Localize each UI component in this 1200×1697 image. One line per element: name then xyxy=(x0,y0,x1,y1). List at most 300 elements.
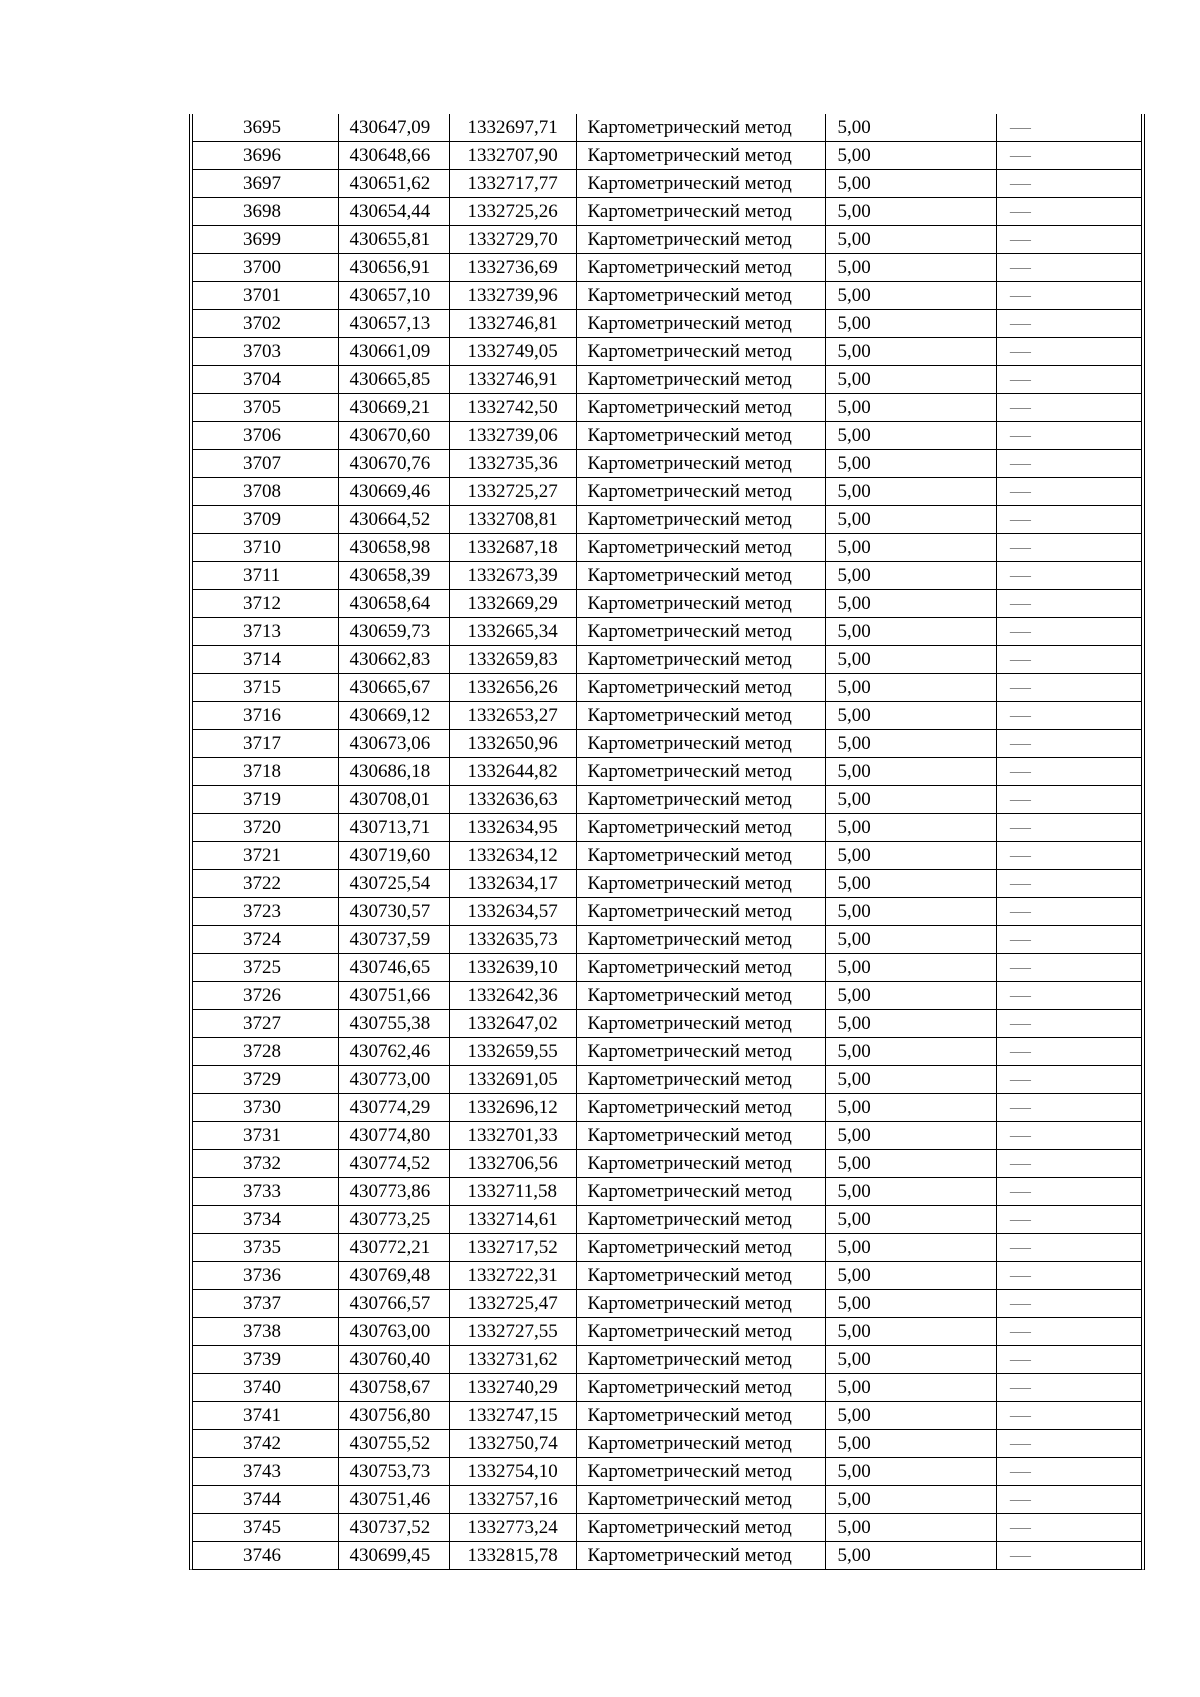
description-cell xyxy=(996,1066,1141,1094)
x-coordinate-cell-text: 430708,01 xyxy=(349,789,431,810)
y-coordinate-cell xyxy=(449,1038,576,1066)
y-coordinate-cell xyxy=(449,1094,576,1122)
x-coordinate-cell-text: 430651,62 xyxy=(349,173,431,194)
x-coordinate-cell xyxy=(338,870,449,898)
x-coordinate-cell xyxy=(338,1206,449,1234)
x-coordinate-cell-text: 430774,80 xyxy=(349,1125,431,1146)
point-number-cell xyxy=(193,450,338,478)
accuracy-cell xyxy=(825,282,996,310)
x-coordinate-cell-text: 430686,18 xyxy=(349,761,431,782)
point-number-cell-text: 3699 xyxy=(243,229,281,250)
point-number-cell xyxy=(193,226,338,254)
accuracy-cell xyxy=(825,1150,996,1178)
method-cell xyxy=(576,702,825,730)
x-coordinate-cell-text: 430665,67 xyxy=(349,677,431,698)
method-cell xyxy=(576,1206,825,1234)
table-row xyxy=(193,1150,1141,1178)
point-number-cell-text: 3737 xyxy=(243,1293,281,1314)
point-number-cell xyxy=(193,1514,338,1542)
method-cell xyxy=(576,142,825,170)
x-coordinate-cell xyxy=(338,198,449,226)
x-coordinate-cell xyxy=(338,394,449,422)
accuracy-cell-text: 5,00 xyxy=(837,1069,871,1090)
table-row xyxy=(193,1430,1141,1458)
method-cell xyxy=(576,506,825,534)
x-coordinate-cell-text: 430669,12 xyxy=(349,705,431,726)
accuracy-cell-text: 5,00 xyxy=(837,1545,871,1566)
description-cell xyxy=(996,870,1141,898)
point-number-cell xyxy=(193,562,338,590)
y-coordinate-cell-text: 1332691,05 xyxy=(467,1069,558,1090)
description-cell xyxy=(996,954,1141,982)
y-coordinate-cell-text: 1332729,70 xyxy=(467,229,558,250)
y-coordinate-cell xyxy=(449,1290,576,1318)
y-coordinate-cell-text: 1332697,71 xyxy=(467,117,558,138)
point-number-cell-text: 3741 xyxy=(243,1405,281,1426)
method-cell-text: Картометрический метод xyxy=(587,1013,792,1034)
point-number-cell-text: 3734 xyxy=(243,1209,281,1230)
x-coordinate-cell xyxy=(338,1458,449,1486)
point-number-cell xyxy=(193,1178,338,1206)
y-coordinate-cell-text: 1332650,96 xyxy=(467,733,558,754)
x-coordinate-cell-text: 430751,46 xyxy=(349,1489,431,1510)
method-cell-text: Картометрический метод xyxy=(587,1265,792,1286)
description-cell xyxy=(996,422,1141,450)
method-cell-text: Картометрический метод xyxy=(587,621,792,642)
point-number-cell xyxy=(193,842,338,870)
point-number-cell-text: 3698 xyxy=(243,201,281,222)
description-cell-text: — xyxy=(1009,929,1031,950)
point-number-cell-text: 3702 xyxy=(243,313,281,334)
method-cell xyxy=(576,898,825,926)
description-cell xyxy=(996,1150,1141,1178)
description-cell xyxy=(996,170,1141,198)
accuracy-cell-text: 5,00 xyxy=(837,845,871,866)
point-number-cell-text: 3710 xyxy=(243,537,281,558)
table-row xyxy=(193,1346,1141,1374)
point-number-cell xyxy=(193,1262,338,1290)
y-coordinate-cell xyxy=(449,478,576,506)
method-cell-text: Картометрический метод xyxy=(587,1349,792,1370)
description-cell xyxy=(996,226,1141,254)
description-cell-text: — xyxy=(1009,621,1031,642)
description-cell-text: — xyxy=(1009,1265,1031,1286)
accuracy-cell-text: 5,00 xyxy=(837,733,871,754)
table-row xyxy=(193,1038,1141,1066)
y-coordinate-cell-text: 1332740,29 xyxy=(467,1377,558,1398)
table-row xyxy=(193,982,1141,1010)
point-number-cell xyxy=(193,1458,338,1486)
x-coordinate-cell-text: 430658,64 xyxy=(349,593,431,614)
x-coordinate-cell-text: 430669,21 xyxy=(349,397,431,418)
accuracy-cell-text: 5,00 xyxy=(837,285,871,306)
accuracy-cell xyxy=(825,1178,996,1206)
description-cell xyxy=(996,982,1141,1010)
method-cell xyxy=(576,954,825,982)
y-coordinate-cell xyxy=(449,1458,576,1486)
coordinates-table-body xyxy=(193,114,1141,1569)
x-coordinate-cell-text: 430737,59 xyxy=(349,929,431,950)
accuracy-cell xyxy=(825,1458,996,1486)
accuracy-cell xyxy=(825,982,996,1010)
y-coordinate-cell xyxy=(449,422,576,450)
method-cell xyxy=(576,1290,825,1318)
accuracy-cell-text: 5,00 xyxy=(837,313,871,334)
x-coordinate-cell xyxy=(338,450,449,478)
accuracy-cell-text: 5,00 xyxy=(837,1097,871,1118)
description-cell-text: — xyxy=(1009,1125,1031,1146)
y-coordinate-cell xyxy=(449,198,576,226)
accuracy-cell xyxy=(825,702,996,730)
method-cell xyxy=(576,590,825,618)
point-number-cell-text: 3712 xyxy=(243,593,281,614)
table-row xyxy=(193,366,1141,394)
method-cell-text: Картометрический метод xyxy=(587,509,792,530)
y-coordinate-cell-text: 1332714,61 xyxy=(467,1209,558,1230)
method-cell-text: Картометрический метод xyxy=(587,229,792,250)
accuracy-cell-text: 5,00 xyxy=(837,425,871,446)
accuracy-cell-text: 5,00 xyxy=(837,201,871,222)
method-cell-text: Картометрический метод xyxy=(587,201,792,222)
accuracy-cell xyxy=(825,786,996,814)
x-coordinate-cell-text: 430774,29 xyxy=(349,1097,431,1118)
accuracy-cell-text: 5,00 xyxy=(837,957,871,978)
y-coordinate-cell xyxy=(449,1150,576,1178)
x-coordinate-cell xyxy=(338,226,449,254)
y-coordinate-cell xyxy=(449,142,576,170)
description-cell-text: — xyxy=(1009,1041,1031,1062)
x-coordinate-cell-text: 430657,10 xyxy=(349,285,431,306)
point-number-cell-text: 3721 xyxy=(243,845,281,866)
description-cell-text: — xyxy=(1009,201,1031,222)
y-coordinate-cell xyxy=(449,1514,576,1542)
accuracy-cell-text: 5,00 xyxy=(837,397,871,418)
x-coordinate-cell-text: 430737,52 xyxy=(349,1517,431,1538)
method-cell-text: Картометрический метод xyxy=(587,481,792,502)
description-cell-text: — xyxy=(1009,341,1031,362)
x-coordinate-cell-text: 430769,48 xyxy=(349,1265,431,1286)
y-coordinate-cell xyxy=(449,674,576,702)
description-cell xyxy=(996,1234,1141,1262)
table-row xyxy=(193,1234,1141,1262)
method-cell xyxy=(576,310,825,338)
method-cell xyxy=(576,534,825,562)
x-coordinate-cell xyxy=(338,1374,449,1402)
accuracy-cell xyxy=(825,730,996,758)
x-coordinate-cell xyxy=(338,1290,449,1318)
x-coordinate-cell xyxy=(338,1318,449,1346)
accuracy-cell xyxy=(825,226,996,254)
y-coordinate-cell-text: 1332725,27 xyxy=(467,481,558,502)
y-coordinate-cell-text: 1332746,81 xyxy=(467,313,558,334)
description-cell-text: — xyxy=(1009,873,1031,894)
x-coordinate-cell-text: 430670,76 xyxy=(349,453,431,474)
y-coordinate-cell xyxy=(449,394,576,422)
accuracy-cell-text: 5,00 xyxy=(837,1349,871,1370)
point-number-cell-text: 3745 xyxy=(243,1517,281,1538)
method-cell-text: Картометрический метод xyxy=(587,985,792,1006)
accuracy-cell xyxy=(825,1486,996,1514)
accuracy-cell xyxy=(825,1122,996,1150)
table-row xyxy=(193,646,1141,674)
description-cell-text: — xyxy=(1009,537,1031,558)
x-coordinate-cell-text: 430670,60 xyxy=(349,425,431,446)
method-cell-text: Картометрический метод xyxy=(587,901,792,922)
description-cell-text: — xyxy=(1009,453,1031,474)
table-row xyxy=(193,618,1141,646)
table-row xyxy=(193,1374,1141,1402)
accuracy-cell-text: 5,00 xyxy=(837,1405,871,1426)
table-row xyxy=(193,114,1141,142)
description-cell xyxy=(996,394,1141,422)
point-number-cell-text: 3726 xyxy=(243,985,281,1006)
x-coordinate-cell-text: 430753,73 xyxy=(349,1461,431,1482)
y-coordinate-cell xyxy=(449,870,576,898)
x-coordinate-cell-text: 430751,66 xyxy=(349,985,431,1006)
y-coordinate-cell xyxy=(449,814,576,842)
table-row xyxy=(193,1486,1141,1514)
y-coordinate-cell-text: 1332742,50 xyxy=(467,397,558,418)
method-cell xyxy=(576,646,825,674)
y-coordinate-cell xyxy=(449,618,576,646)
description-cell-text: — xyxy=(1009,1097,1031,1118)
y-coordinate-cell-text: 1332647,02 xyxy=(467,1013,558,1034)
point-number-cell xyxy=(193,282,338,310)
point-number-cell-text: 3732 xyxy=(243,1153,281,1174)
method-cell xyxy=(576,394,825,422)
method-cell-text: Картометрический метод xyxy=(587,817,792,838)
method-cell-text: Картометрический метод xyxy=(587,1153,792,1174)
y-coordinate-cell-text: 1332701,33 xyxy=(467,1125,558,1146)
description-cell xyxy=(996,534,1141,562)
point-number-cell-text: 3736 xyxy=(243,1265,281,1286)
accuracy-cell xyxy=(825,1206,996,1234)
point-number-cell xyxy=(193,758,338,786)
accuracy-cell xyxy=(825,618,996,646)
method-cell xyxy=(576,170,825,198)
table-row xyxy=(193,562,1141,590)
x-coordinate-cell xyxy=(338,1178,449,1206)
accuracy-cell xyxy=(825,1010,996,1038)
y-coordinate-cell-text: 1332747,15 xyxy=(467,1405,558,1426)
y-coordinate-cell-text: 1332659,83 xyxy=(467,649,558,670)
y-coordinate-cell xyxy=(449,1206,576,1234)
description-cell-text: — xyxy=(1009,1321,1031,1342)
table-row xyxy=(193,198,1141,226)
table-row xyxy=(193,1514,1141,1542)
method-cell xyxy=(576,1066,825,1094)
description-cell-text: — xyxy=(1009,481,1031,502)
method-cell-text: Картометрический метод xyxy=(587,1125,792,1146)
point-number-cell-text: 3728 xyxy=(243,1041,281,1062)
x-coordinate-cell-text: 430725,54 xyxy=(349,873,431,894)
method-cell-text: Картометрический метод xyxy=(587,929,792,950)
x-coordinate-cell xyxy=(338,702,449,730)
point-number-cell-text: 3739 xyxy=(243,1349,281,1370)
point-number-cell xyxy=(193,534,338,562)
x-coordinate-cell xyxy=(338,338,449,366)
y-coordinate-cell xyxy=(449,730,576,758)
description-cell-text: — xyxy=(1009,565,1031,586)
x-coordinate-cell-text: 430699,45 xyxy=(349,1545,431,1566)
description-cell-text: — xyxy=(1009,761,1031,782)
description-cell-text: — xyxy=(1009,677,1031,698)
y-coordinate-cell-text: 1332634,12 xyxy=(467,845,558,866)
table-row xyxy=(193,1122,1141,1150)
description-cell xyxy=(996,1122,1141,1150)
point-number-cell-text: 3722 xyxy=(243,873,281,894)
y-coordinate-cell xyxy=(449,646,576,674)
x-coordinate-cell xyxy=(338,646,449,674)
y-coordinate-cell-text: 1332656,26 xyxy=(467,677,558,698)
x-coordinate-cell xyxy=(338,1430,449,1458)
x-coordinate-cell-text: 430647,09 xyxy=(349,117,431,138)
accuracy-cell xyxy=(825,562,996,590)
description-cell-text: — xyxy=(1009,1293,1031,1314)
point-number-cell-text: 3708 xyxy=(243,481,281,502)
accuracy-cell-text: 5,00 xyxy=(837,145,871,166)
method-cell xyxy=(576,338,825,366)
method-cell-text: Картометрический метод xyxy=(587,1321,792,1342)
table-row xyxy=(193,758,1141,786)
description-cell xyxy=(996,310,1141,338)
point-number-cell xyxy=(193,254,338,282)
description-cell xyxy=(996,1038,1141,1066)
description-cell-text: — xyxy=(1009,1153,1031,1174)
accuracy-cell-text: 5,00 xyxy=(837,1377,871,1398)
method-cell-text: Картометрический метод xyxy=(587,957,792,978)
y-coordinate-cell-text: 1332739,06 xyxy=(467,425,558,446)
description-cell xyxy=(996,702,1141,730)
accuracy-cell xyxy=(825,394,996,422)
point-number-cell xyxy=(193,814,338,842)
method-cell-text: Картометрический метод xyxy=(587,1209,792,1230)
description-cell xyxy=(996,282,1141,310)
point-number-cell xyxy=(193,114,338,142)
description-cell xyxy=(996,1514,1141,1542)
table-row xyxy=(193,450,1141,478)
x-coordinate-cell xyxy=(338,422,449,450)
y-coordinate-cell-text: 1332735,36 xyxy=(467,453,558,474)
point-number-cell-text: 3733 xyxy=(243,1181,281,1202)
x-coordinate-cell-text: 430762,46 xyxy=(349,1041,431,1062)
description-cell xyxy=(996,646,1141,674)
accuracy-cell-text: 5,00 xyxy=(837,1181,871,1202)
description-cell xyxy=(996,450,1141,478)
y-coordinate-cell xyxy=(449,254,576,282)
y-coordinate-cell xyxy=(449,926,576,954)
x-coordinate-cell xyxy=(338,1094,449,1122)
y-coordinate-cell xyxy=(449,786,576,814)
method-cell-text: Картометрический метод xyxy=(587,537,792,558)
accuracy-cell-text: 5,00 xyxy=(837,1321,871,1342)
description-cell-text: — xyxy=(1009,1489,1031,1510)
y-coordinate-cell xyxy=(449,506,576,534)
description-cell xyxy=(996,478,1141,506)
y-coordinate-cell xyxy=(449,534,576,562)
x-coordinate-cell xyxy=(338,590,449,618)
table-row xyxy=(193,534,1141,562)
description-cell-text: — xyxy=(1009,845,1031,866)
point-number-cell xyxy=(193,870,338,898)
accuracy-cell xyxy=(825,1262,996,1290)
point-number-cell xyxy=(193,646,338,674)
method-cell-text: Картометрический метод xyxy=(587,1069,792,1090)
accuracy-cell-text: 5,00 xyxy=(837,705,871,726)
accuracy-cell-text: 5,00 xyxy=(837,453,871,474)
point-number-cell xyxy=(193,1150,338,1178)
x-coordinate-cell xyxy=(338,1066,449,1094)
point-number-cell xyxy=(193,1318,338,1346)
table-row xyxy=(193,954,1141,982)
point-number-cell xyxy=(193,142,338,170)
point-number-cell xyxy=(193,478,338,506)
x-coordinate-cell xyxy=(338,562,449,590)
description-cell-text: — xyxy=(1009,1545,1031,1566)
point-number-cell xyxy=(193,1374,338,1402)
table-row xyxy=(193,702,1141,730)
point-number-cell-text: 3742 xyxy=(243,1433,281,1454)
method-cell xyxy=(576,1122,825,1150)
point-number-cell xyxy=(193,170,338,198)
y-coordinate-cell xyxy=(449,1430,576,1458)
method-cell xyxy=(576,1318,825,1346)
description-cell xyxy=(996,898,1141,926)
x-coordinate-cell xyxy=(338,310,449,338)
point-number-cell xyxy=(193,1010,338,1038)
point-number-cell-text: 3717 xyxy=(243,733,281,754)
y-coordinate-cell-text: 1332749,05 xyxy=(467,341,558,362)
accuracy-cell xyxy=(825,1402,996,1430)
y-coordinate-cell-text: 1332634,95 xyxy=(467,817,558,838)
accuracy-cell-text: 5,00 xyxy=(837,1489,871,1510)
method-cell xyxy=(576,1010,825,1038)
x-coordinate-cell xyxy=(338,982,449,1010)
method-cell xyxy=(576,450,825,478)
x-coordinate-cell-text: 430713,71 xyxy=(349,817,431,838)
y-coordinate-cell-text: 1332634,17 xyxy=(467,873,558,894)
y-coordinate-cell xyxy=(449,1318,576,1346)
accuracy-cell-text: 5,00 xyxy=(837,649,871,670)
accuracy-cell xyxy=(825,1234,996,1262)
x-coordinate-cell-text: 430648,66 xyxy=(349,145,431,166)
accuracy-cell-text: 5,00 xyxy=(837,593,871,614)
description-cell-text: — xyxy=(1009,145,1031,166)
method-cell xyxy=(576,366,825,394)
y-coordinate-cell xyxy=(449,282,576,310)
method-cell xyxy=(576,1430,825,1458)
point-number-cell-text: 3711 xyxy=(243,565,281,586)
point-number-cell-text: 3723 xyxy=(243,901,281,922)
x-coordinate-cell xyxy=(338,814,449,842)
accuracy-cell xyxy=(825,1430,996,1458)
y-coordinate-cell xyxy=(449,562,576,590)
point-number-cell xyxy=(193,590,338,618)
accuracy-cell-text: 5,00 xyxy=(837,677,871,698)
point-number-cell-text: 3743 xyxy=(243,1461,281,1482)
accuracy-cell-text: 5,00 xyxy=(837,173,871,194)
table-row xyxy=(193,282,1141,310)
x-coordinate-cell xyxy=(338,898,449,926)
method-cell xyxy=(576,870,825,898)
description-cell xyxy=(996,758,1141,786)
method-cell-text: Картометрический метод xyxy=(587,1489,792,1510)
description-cell xyxy=(996,1402,1141,1430)
y-coordinate-cell-text: 1332717,77 xyxy=(467,173,558,194)
y-coordinate-cell-text: 1332669,29 xyxy=(467,593,558,614)
y-coordinate-cell xyxy=(449,310,576,338)
y-coordinate-cell xyxy=(449,366,576,394)
